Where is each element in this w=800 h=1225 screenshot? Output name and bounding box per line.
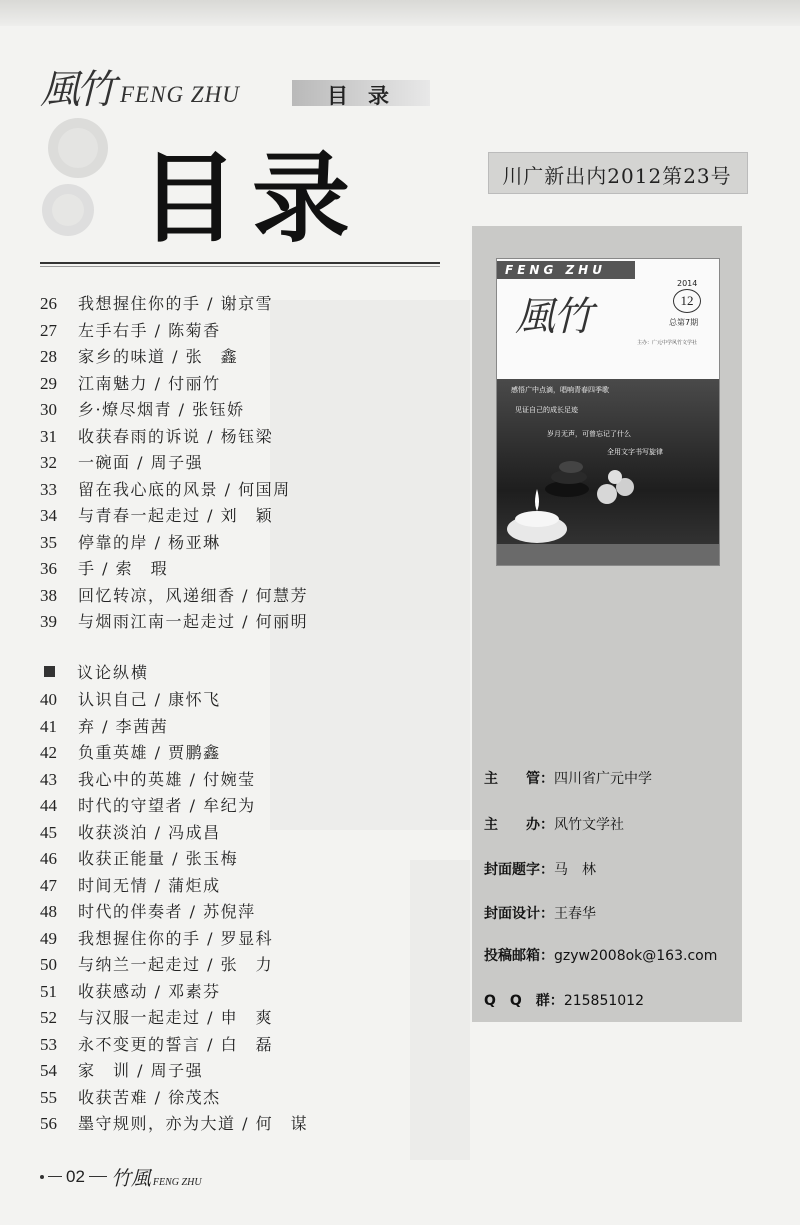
footer-rule-left xyxy=(48,1176,62,1177)
cover-publisher: 主办：广元中学风竹文学社 xyxy=(637,340,698,346)
page-number: 02 xyxy=(66,1166,85,1186)
toc-page-number: 52 xyxy=(40,1008,57,1027)
toc-page-number: 29 xyxy=(40,373,57,393)
toc-entry xyxy=(40,899,308,926)
toc-page-number: 55 xyxy=(40,1087,57,1107)
toc-page-number: 34 xyxy=(40,506,57,525)
toc-page-number: 45 xyxy=(40,822,57,842)
section-heading xyxy=(40,660,149,683)
toc-entry xyxy=(40,952,308,979)
toc-entry xyxy=(40,926,308,953)
toc-title-author: 认识自己 / 康怀飞 xyxy=(78,690,221,709)
credit-qq-group: Q Q 群：215851012 xyxy=(484,993,644,1009)
cover-tagline-2: 见证自己的成长足迹 xyxy=(515,406,578,414)
footer-dot xyxy=(40,1175,44,1179)
toc-title-author: 家 训 / 周子强 xyxy=(78,1061,204,1080)
toc-entry xyxy=(40,979,308,1006)
toc-page-number: 43 xyxy=(40,769,57,789)
toc-entry xyxy=(40,1005,308,1032)
toc-title-author: 墨守规则，亦为大道 / 何 谋 xyxy=(78,1114,309,1133)
toc-page-number: 28 xyxy=(40,347,57,366)
footer-rule-right xyxy=(89,1176,107,1177)
toc-title-author: 时代的守望者 / 牟纪为 xyxy=(78,796,256,815)
credit-organizer: 主 办：风竹文学社 xyxy=(484,817,624,833)
toc-title-author: 收获春雨的诉说 / 杨钰梁 xyxy=(78,426,274,446)
issue-number: 川广新出内2012第23号 xyxy=(502,164,732,188)
cover-year: 2014 xyxy=(677,279,698,288)
toc-page-number: 39 xyxy=(40,612,57,631)
page-title: 目录 xyxy=(140,142,365,256)
toc-entry xyxy=(40,873,308,900)
toc-entry xyxy=(40,846,308,873)
credit-cover-calligraphy: 封面题字：马 林 xyxy=(484,862,596,878)
toc-page-number: 54 xyxy=(40,1061,57,1080)
toc-entry xyxy=(40,820,308,847)
title-divider xyxy=(40,262,440,264)
toc-list-part1 xyxy=(40,291,308,636)
toc-entry xyxy=(40,397,308,424)
cover-total-issue: 总第7期 xyxy=(669,318,699,327)
toc-page-number: 32 xyxy=(40,453,57,472)
toc-page-number: 33 xyxy=(40,479,57,499)
toc-title-author: 时间无情 / 蒲炬成 xyxy=(78,875,221,895)
toc-entry xyxy=(40,424,308,451)
toc-title-author: 收获苦难 / 徐茂杰 xyxy=(78,1087,221,1107)
toc-page-number: 53 xyxy=(40,1034,57,1054)
toc-title-author: 我心中的英雄 / 付婉莹 xyxy=(78,769,256,789)
cover-tagline-4: 全用文字书写旋律 xyxy=(607,448,663,456)
toc-entry xyxy=(40,291,308,318)
toc-page-number: 27 xyxy=(40,320,57,340)
toc-title-author: 与汉服一起走过 / 申 爽 xyxy=(78,1008,274,1027)
toc-title-author: 手 / 索 瑕 xyxy=(78,559,169,578)
toc-title-author: 家乡的味道 / 张 鑫 xyxy=(78,347,239,366)
toc-title-author: 永不变更的誓言 / 白 磊 xyxy=(78,1034,274,1054)
credit-submission-email: 投稿邮箱：gzyw2008ok@163.com xyxy=(484,948,718,964)
toc-page-number: 30 xyxy=(40,400,57,419)
top-decorative-band xyxy=(0,0,800,26)
toc-entry xyxy=(40,609,308,636)
toc-title-author: 一碗面 / 周子强 xyxy=(78,453,204,472)
toc-entry xyxy=(40,556,308,583)
toc-page-number: 47 xyxy=(40,875,57,895)
section-tab-label: 目录 xyxy=(327,84,409,108)
toc-entry xyxy=(40,583,308,610)
toc-title-author: 乡·燎尽烟青 / 张钰娇 xyxy=(78,400,245,419)
toc-page-number: 56 xyxy=(40,1114,57,1133)
toc-title-author: 左手右手 / 陈菊香 xyxy=(78,320,221,340)
footer-logo-script: 竹風 xyxy=(110,1166,151,1190)
logo-script: 風竹 xyxy=(40,67,112,113)
footer-logo-latin: FENG ZHU xyxy=(152,1177,202,1188)
toc-title-author: 回忆转凉，风递细香 / 何慧芳 xyxy=(78,585,309,605)
logo-latin: FENG ZHU xyxy=(120,82,240,107)
cover-tagline-1: 感悟广中点滴，唱响青春四季歌 xyxy=(511,386,609,394)
toc-page-number: 26 xyxy=(40,294,57,313)
toc-entry xyxy=(40,503,308,530)
toc-title-author: 与纳兰一起走过 / 张 力 xyxy=(78,955,274,974)
toc-list-part2 xyxy=(40,687,308,1138)
toc-title-author: 我想握住你的手 / 罗显科 xyxy=(78,928,274,948)
credit-cover-design: 封面设计：王春华 xyxy=(484,906,596,922)
background-ghost-panel xyxy=(410,860,470,1160)
toc-title-author: 收获正能量 / 张玉梅 xyxy=(78,849,239,868)
toc-title-author: 弃 / 李茜茜 xyxy=(78,716,169,736)
toc-page-number: 50 xyxy=(40,955,57,974)
toc-page-number: 40 xyxy=(40,690,57,709)
cover-issue-badge: 12 xyxy=(673,289,701,313)
toc-entry xyxy=(40,1032,308,1059)
cover-brand-script: 風竹 xyxy=(515,294,591,340)
toc-page-number: 35 xyxy=(40,532,57,552)
cover-brand-latin: FENG ZHU xyxy=(497,261,635,279)
toc-entry xyxy=(40,740,308,767)
toc-entry xyxy=(40,687,308,714)
toc-title-author: 留在我心底的风景 / 何国周 xyxy=(78,479,291,499)
toc-entry xyxy=(40,1058,308,1085)
cover-thumbnail xyxy=(496,258,720,566)
toc-page-number: 42 xyxy=(40,743,57,762)
cover-tagline-3: 岁月无声，可曾忘记了什么 xyxy=(547,430,631,438)
toc-entry xyxy=(40,530,308,557)
toc-page-number: 36 xyxy=(40,559,57,578)
page-footer xyxy=(40,1162,202,1191)
toc-entry xyxy=(40,318,308,345)
toc-page-number: 51 xyxy=(40,981,57,1001)
toc-entry xyxy=(40,477,308,504)
toc-page-number: 44 xyxy=(40,796,57,815)
toc-page-number: 31 xyxy=(40,426,57,446)
toc-page-number: 41 xyxy=(40,716,57,736)
toc-title-author: 负重英雄 / 贾鹏鑫 xyxy=(78,743,221,762)
section-heading-label: 议论纵横 xyxy=(77,663,150,682)
toc-page-number: 46 xyxy=(40,849,57,868)
toc-entry xyxy=(40,714,308,741)
toc-entry xyxy=(40,767,308,794)
bullet-square-icon xyxy=(44,666,55,677)
toc-page-number: 49 xyxy=(40,928,57,948)
toc-entry xyxy=(40,1085,308,1112)
toc-entry xyxy=(40,344,308,371)
title-divider-thin xyxy=(40,266,440,267)
toc-page-number: 48 xyxy=(40,902,57,921)
toc-title-author: 我想握住你的手 / 谢京雪 xyxy=(78,294,274,313)
toc-entry xyxy=(40,1111,308,1138)
toc-title-author: 收获感动 / 邓素芬 xyxy=(78,981,221,1001)
toc-title-author: 停靠的岸 / 杨亚琳 xyxy=(78,532,221,552)
toc-page-number: 38 xyxy=(40,585,57,605)
toc-title-author: 与青春一起走过 / 刘 颖 xyxy=(78,506,274,525)
toc-entry xyxy=(40,371,308,398)
toc-title-author: 时代的伴奏者 / 苏倪萍 xyxy=(78,902,256,921)
toc-entry xyxy=(40,793,308,820)
credit-supervisor: 主 管：四川省广元中学 xyxy=(484,771,652,787)
toc-title-author: 收获淡泊 / 冯成昌 xyxy=(78,822,221,842)
toc-title-author: 江南魅力 / 付丽竹 xyxy=(78,373,221,393)
decorative-circles xyxy=(30,100,120,250)
toc-entry xyxy=(40,450,308,477)
toc-title-author: 与烟雨江南一起走过 / 何丽明 xyxy=(78,612,309,631)
